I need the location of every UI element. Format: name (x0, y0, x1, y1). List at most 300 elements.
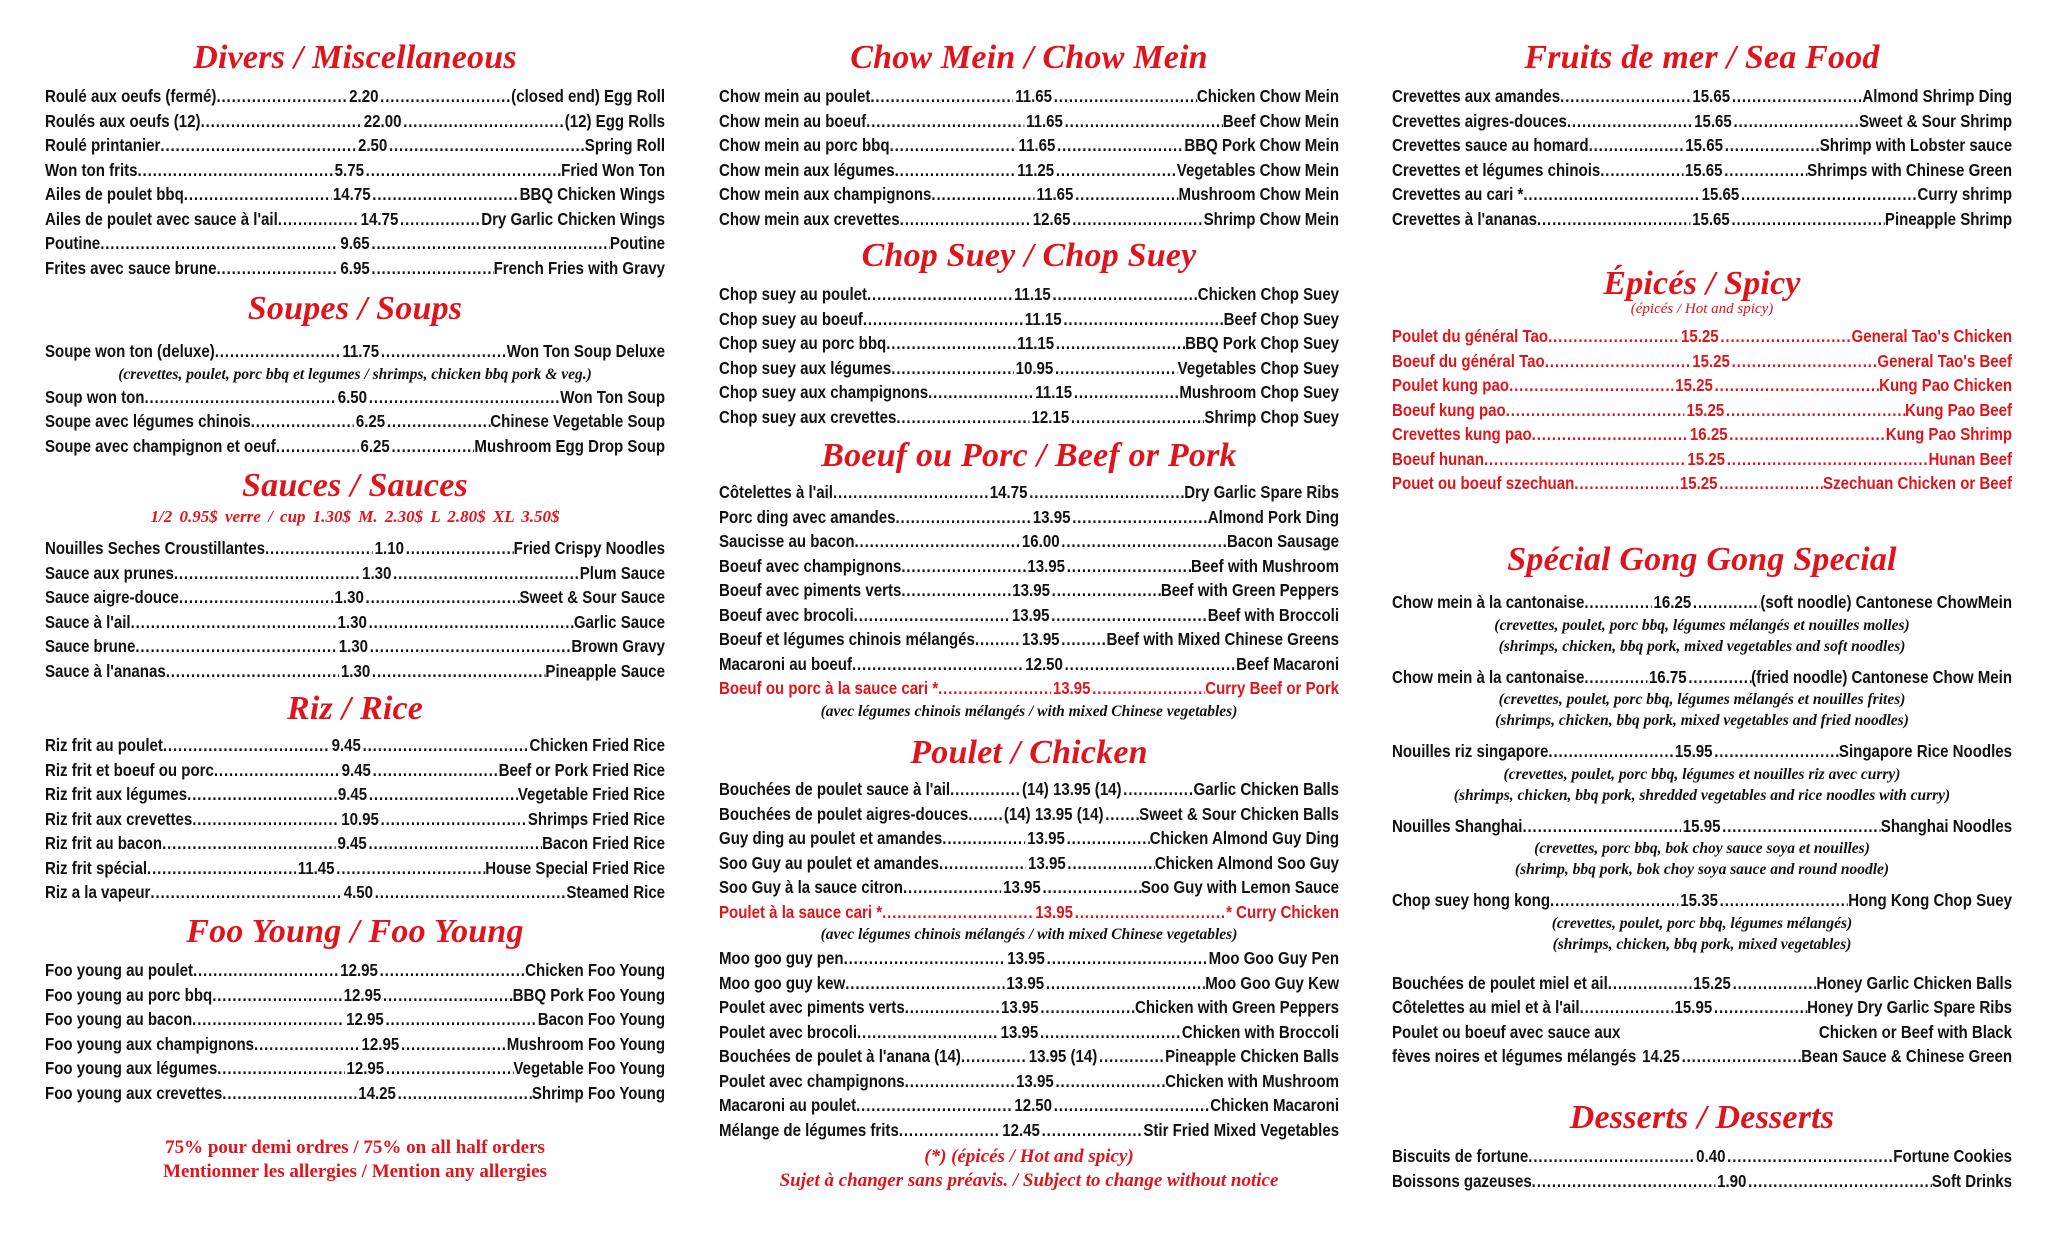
item-name-en: Vegetable Foo Young (513, 1058, 666, 1078)
item-name-en: Fried Crispy Noodles (513, 538, 666, 558)
dot-leader (100, 231, 338, 256)
item-name-en: Garlic Chicken Balls (1193, 779, 1340, 799)
dot-leader (1051, 603, 1207, 628)
menu-item (719, 1093, 1339, 1118)
menu-item (719, 331, 1339, 356)
dot-leader (890, 133, 1017, 158)
dot-leader (845, 971, 1004, 996)
item-name-fr: Moo goo guy pen (719, 948, 844, 968)
item-price: 15.25 (1686, 399, 1725, 420)
item-name-fr: Macaroni au boeuf (719, 653, 852, 674)
menu-item (45, 733, 665, 758)
item-price: 12.65 (1032, 208, 1071, 229)
dot-leader (381, 807, 528, 832)
section-title: Foo Young / Foo Young (186, 913, 524, 950)
item-price: 13.95 (1000, 1021, 1039, 1042)
menu-item (1392, 971, 2012, 996)
dot-leader (131, 610, 336, 635)
menu-item (1392, 995, 2012, 1020)
item-name-en: Mushroom Chop Suey (1179, 382, 1340, 402)
dot-leader (899, 1118, 1001, 1143)
dot-leader (1580, 995, 1673, 1020)
item-price: (14) 13.95 (14) (1022, 779, 1122, 799)
item-price: 16.00 (1021, 531, 1060, 551)
item-name-fr: Riz frit et boeuf ou porc (45, 759, 214, 780)
menu-item (45, 158, 665, 183)
item-price: 1.30 (334, 587, 364, 607)
item-name-en: Vegetables Chow Mein (1176, 159, 1340, 180)
item-price: 12.95 (346, 1058, 385, 1078)
dot-leader (1072, 207, 1203, 232)
item-name-en: Curry shrimp (1917, 184, 2013, 204)
item-name-en: (closed end) Egg Roll (511, 86, 666, 106)
dot-leader (366, 158, 561, 183)
item-name-en: Mushroom Chow Mein (1178, 184, 1340, 204)
menu-item (1392, 207, 2012, 232)
item-name-fr: Côtelettes à l'ail (719, 482, 833, 502)
item-name-en: Chicken Chow Mein (1196, 86, 1340, 106)
dot-leader (251, 409, 354, 434)
item-name-en: Shrimp Chow Mein (1203, 208, 1340, 229)
menu-item (45, 831, 665, 856)
dot-leader (1065, 652, 1237, 677)
item-price: 11.65 (1026, 110, 1063, 131)
item-name-en: Shrimp Chop Suey (1204, 406, 1340, 427)
dot-leader (366, 585, 520, 610)
dot-leader (1056, 331, 1185, 356)
item-name-fr: Bouchées de poulet à l'anana (14) (719, 1046, 961, 1066)
section-rice (45, 689, 665, 905)
item-price: 10.95 (341, 808, 379, 829)
item-name-fr: Moo goo guy kew (719, 972, 846, 993)
dot-leader (1550, 888, 1679, 913)
item-name-en: Chicken with Broccoli (1181, 1021, 1340, 1042)
item-price: 11.15 (1013, 284, 1051, 304)
dot-leader (882, 900, 1033, 925)
dot-leader (216, 256, 338, 281)
menu-item (1392, 888, 2012, 913)
dot-leader (870, 84, 1013, 109)
spicy-legend: (*) (épicés / Hot and spicy) (924, 1146, 1134, 1167)
item-price: 15.25 (1680, 326, 1719, 346)
item-name-en: Beef Macaroni (1236, 653, 1340, 674)
dot-leader (1057, 133, 1184, 158)
menu-item (719, 578, 1339, 603)
menu-item (719, 777, 1339, 802)
item-price: 15.65 (1692, 86, 1731, 106)
menu-item (719, 603, 1339, 628)
item-price: 16.75 (1648, 666, 1687, 687)
dot-leader (184, 182, 331, 207)
item-name-en: Chicken with Green Peppers (1134, 997, 1340, 1017)
item-price: 2.20 (349, 86, 379, 106)
dot-leader (896, 405, 1029, 430)
menu-item (719, 1069, 1339, 1094)
dot-leader (398, 1081, 532, 1106)
dot-leader (867, 282, 1012, 307)
item-price: 14.25 (358, 1082, 396, 1103)
item-name-fr: Poulet avec champignons (719, 1070, 905, 1091)
item-price: 11.65 (1015, 86, 1053, 106)
dot-leader (1537, 207, 1690, 232)
item-price: 13.95 (1016, 1070, 1054, 1091)
menu-item (45, 207, 665, 232)
item-name-en: Shrimp with Lobster sauce (1819, 135, 2013, 155)
special-item-description: (shrimps, chicken, bbq pork, mixed vegetables and soft noodles) (1498, 637, 1906, 655)
footer-left (45, 1136, 665, 1184)
dot-leader (174, 561, 361, 586)
item-name-en: Mushroom Egg Drop Soup (474, 435, 666, 456)
item-name-fr: Pouet ou boeuf szechuan (1392, 473, 1575, 493)
item-name-en: BBQ Pork Chop Suey (1185, 333, 1340, 353)
item-name-en: Shrimps with Chinese Green (1807, 159, 2013, 180)
dot-leader (1075, 900, 1226, 925)
menu-item (45, 536, 665, 561)
item-name-fr: Boeuf avec brocoli (719, 604, 854, 625)
dot-leader (891, 356, 1014, 381)
dot-leader (373, 758, 499, 783)
dot-leader (1720, 888, 1849, 913)
dot-leader (1029, 480, 1184, 505)
item-price: 6.25 (355, 411, 386, 431)
dot-leader (931, 182, 1034, 207)
menu-item (45, 109, 665, 134)
menu-item (719, 405, 1339, 430)
special-item (1392, 739, 2012, 806)
item-price: 10.95 (1015, 357, 1054, 378)
dot-leader (166, 659, 339, 684)
item-name-en: Singapore Rice Noodles (1838, 741, 2013, 761)
item-name-fr: Bouchées de poulet sauce à l'ail (719, 779, 951, 799)
item-price: 16.25 (1689, 424, 1728, 444)
menu-item (45, 339, 665, 364)
section-beefpork (719, 436, 1339, 723)
dot-leader (1040, 995, 1135, 1020)
special-item-description: (shrimps, chicken, bbq pork, mixed vegetables and fried noodles) (1495, 712, 1909, 729)
menu-item (1392, 739, 2012, 764)
item-name-en: Beef with Mixed Chinese Greens (1106, 629, 1340, 649)
item-price: 9.65 (340, 233, 370, 253)
menu-item (1392, 349, 2012, 374)
dot-leader (905, 1069, 1015, 1094)
dot-leader (386, 1056, 514, 1081)
item-name-fr: Chop suey au boeuf (719, 308, 863, 329)
item-price: 15.25 (1693, 972, 1731, 993)
special-item (1392, 665, 2012, 732)
item-price: 15.65 (1684, 159, 1723, 180)
dot-leader (1574, 471, 1678, 496)
item-name-en: House Special Fried Rice (485, 857, 666, 878)
item-name-en: Bacon Sausage (1226, 531, 1340, 551)
dot-leader (1560, 84, 1691, 109)
dot-leader (406, 536, 514, 561)
dot-leader (380, 958, 526, 983)
dot-leader (1600, 158, 1683, 183)
dot-leader (368, 831, 542, 856)
section-chowmein (719, 38, 1339, 231)
item-name-fr: Boeuf du général Tao (1392, 350, 1545, 371)
dot-leader (1040, 1020, 1182, 1045)
menu-item (45, 434, 665, 459)
item-price: 14.75 (360, 208, 399, 229)
item-name-fr: Boeuf et légumes chinois mélangés (719, 629, 975, 649)
menu-item (1392, 373, 2012, 398)
special-item-description: (crevettes, poulet, porc bbq, légumes mélangés) (1551, 914, 1853, 932)
item-price: 1.90 (1717, 1170, 1747, 1191)
dot-leader (903, 875, 1001, 900)
item-name-fr: Guy ding au poulet et amandes (719, 828, 943, 848)
item-name-en: Chicken Almond Guy Ding (1149, 828, 1340, 848)
menu-item (719, 554, 1339, 579)
item-name-en: Soo Guy with Lemon Sauce (1140, 877, 1340, 897)
item-name-fr: Poulet kung pao (1392, 375, 1510, 395)
item-price: 11.75 (342, 341, 380, 361)
item-price: 15.35 (1680, 890, 1718, 910)
item-price: (14) 13.95 (14) (1003, 803, 1104, 824)
item-name-fr: Chop suey au porc bbq (719, 333, 887, 353)
dot-leader (857, 1020, 999, 1045)
item-name-fr: Nouilles riz singapore (1392, 741, 1549, 761)
dot-leader (375, 880, 567, 905)
menu-item (45, 256, 665, 281)
menu-item (719, 182, 1339, 207)
item-price: 13.95 (1052, 678, 1091, 698)
section-desserts (1392, 1098, 2012, 1193)
item-price: 13.95 (1032, 506, 1071, 527)
item-name-fr: Crevettes kung pao (1392, 424, 1532, 444)
item-price: 13.95 (1027, 555, 1066, 576)
sauce-sizes: 1/2 0.95$ verre / cup 1.30$ M. 2.30$ L 2.80$ XL 3.50$ (150, 507, 560, 526)
item-name-en: Garlic Sauce (573, 611, 666, 632)
dot-leader (1484, 447, 1686, 472)
section-title: Poulet / Chicken (910, 734, 1148, 771)
item-name-fr: Chow mein au porc bbq (719, 135, 890, 155)
item-name-fr: Chow mein aux légumes (719, 159, 895, 180)
item-name-fr: Sauce à l'ail (45, 611, 131, 632)
menu-item (719, 480, 1339, 505)
dot-leader (1548, 324, 1679, 349)
menu-item (1392, 324, 2012, 349)
dot-leader (391, 434, 474, 459)
item-name-fr: Frites avec sauce brune (45, 257, 217, 278)
section-title: Épicés / Spicy (1603, 265, 1801, 302)
dot-leader (1584, 665, 1647, 690)
item-price: 9.45 (337, 784, 368, 804)
menu-item (45, 1056, 665, 1081)
item-price: 12.15 (1031, 406, 1070, 427)
menu-item (45, 880, 665, 905)
item-name-fr: Soo Guy à la sauce citron (719, 877, 904, 897)
dot-leader (1719, 471, 1823, 496)
item-name-en: Hong Kong Chop Suey (1848, 890, 2013, 910)
item-name-en: Vegetables Chop Suey (1177, 357, 1340, 378)
dot-leader (1063, 307, 1223, 332)
item-name-fr: Boeuf kung pao (1392, 399, 1506, 420)
item-name-en: Beef Chow Mein (1222, 110, 1340, 131)
dot-leader (216, 84, 347, 109)
item-price: 13.95 (14) (1028, 1046, 1098, 1066)
footer-middle (719, 1145, 1339, 1193)
item-name-en: Hunan Beef (1928, 448, 2013, 469)
item-price: 13.95 (1006, 972, 1045, 993)
menu-item (45, 84, 665, 109)
item-name-fr: Soup won ton (45, 386, 145, 407)
item-name-fr: Riz frit aux crevettes (45, 808, 193, 829)
chicken-note: (avec légumes chinois mélangés / with mixed Chinese vegetables) (820, 926, 1238, 943)
dot-leader (278, 207, 359, 232)
menu-item (1392, 398, 2012, 423)
dot-leader (369, 610, 574, 635)
item-price: 9.45 (341, 759, 371, 780)
item-price: 13.95 (1003, 877, 1041, 897)
dot-leader (363, 733, 530, 758)
dot-leader (163, 733, 330, 758)
item-name-fr: Chop suey hong kong (1392, 890, 1551, 910)
item-name-fr: Biscuits de fortune (1392, 1146, 1529, 1166)
item-name-en: Beef with Green Peppers (1160, 580, 1340, 600)
menu-item (45, 983, 665, 1008)
menu-item (45, 659, 665, 684)
menu-item (1392, 133, 2012, 158)
item-name-en: Kung Pao Shrimp (1885, 424, 2013, 444)
item-name-fr: Chop suey aux crevettes (719, 406, 897, 427)
item-name-fr: Nouilles Seches Croustillantes (45, 538, 265, 558)
dot-leader (1099, 1044, 1165, 1069)
dot-leader (1724, 158, 1807, 183)
dot-leader (1726, 398, 1905, 423)
dot-leader (369, 782, 518, 807)
item-name-fr: Boeuf avec piments verts (719, 580, 902, 600)
item-name-fr: Foo young aux champignons (45, 1033, 255, 1054)
dot-leader (217, 1056, 345, 1081)
item-name-fr: Poulet du général Tao (1392, 326, 1549, 346)
item-price: 15.95 (1682, 815, 1721, 836)
menu-item (45, 856, 665, 881)
special-item-description: (shrimps, chicken, bbq pork, shredded vegetables and rice noodles with curry) (1453, 786, 1951, 804)
item-name-en: Sweet & Sour Shrimp (1859, 110, 2013, 131)
item-name-fr: Crevettes à l'ananas (1392, 208, 1537, 229)
item-name-en: Poutine (609, 233, 666, 253)
menu-item (719, 529, 1339, 554)
dot-leader (1729, 422, 1886, 447)
dot-leader (138, 158, 333, 183)
dot-leader (1532, 422, 1689, 447)
item-price: 11.45 (297, 857, 335, 878)
dot-leader (1589, 133, 1684, 158)
section-title: Chow Mein / Chow Mein (850, 39, 1208, 76)
item-name-fr: Soupe avec champignon et oeuf (45, 435, 276, 456)
item-price: 11.65 (1036, 184, 1074, 204)
item-name-fr: Chop suey aux légumes (719, 357, 892, 378)
dot-leader (1067, 851, 1154, 876)
item-name-en: Chicken Fried Rice (529, 735, 666, 755)
item-name-fr: Sauce aux prunes (45, 562, 174, 583)
menu-item (45, 1032, 665, 1057)
dot-leader (1065, 109, 1223, 134)
item-name-fr: Riz frit au bacon (45, 833, 163, 853)
section-misc (45, 38, 665, 280)
menu-item (1392, 1144, 2012, 1169)
section-spicy (1392, 264, 2012, 496)
dot-leader (1042, 875, 1140, 900)
item-name-en: Stir Fried Mixed Vegetables (1143, 1119, 1340, 1140)
dot-leader (1054, 84, 1197, 109)
item-price: 11.25 (1017, 159, 1055, 180)
section-title: Sauces / Sauces (242, 467, 468, 504)
menu-item (719, 307, 1339, 332)
item-name-fr: Foo young au porc bbq (45, 984, 213, 1005)
item-name-en: Won Ton Soup Deluxe (506, 341, 666, 361)
item-name-en: Dry Garlic Spare Ribs (1184, 482, 1340, 502)
item-price: 9.45 (331, 735, 361, 755)
item-price: 13.95 (1012, 580, 1050, 600)
item-price: 1.30 (362, 562, 392, 583)
item-price: 15.25 (1675, 375, 1713, 395)
menu-item (719, 946, 1339, 971)
dot-leader (1105, 802, 1139, 827)
menu-item (719, 826, 1339, 851)
item-name-en: General Tao's Chicken (1851, 326, 2013, 346)
item-name-fr: Bouchées de poulet aigres-douces (719, 803, 969, 824)
dot-leader (135, 634, 337, 659)
dot-leader (1092, 676, 1205, 701)
dot-leader (1055, 1069, 1165, 1094)
menu-item (1392, 109, 2012, 134)
dot-leader (1053, 282, 1198, 307)
item-name-fr: Sauce aigre-douce (45, 587, 179, 607)
section-title: Chop Suey / Chop Suey (861, 237, 1197, 274)
item-price: 12.45 (1002, 1119, 1040, 1140)
dot-leader (254, 1032, 360, 1057)
dot-leader (844, 946, 1006, 971)
dot-leader (380, 84, 511, 109)
dot-leader (400, 207, 481, 232)
menu-item (719, 158, 1339, 183)
menu-item (1392, 814, 2012, 839)
dot-leader (1052, 578, 1161, 603)
dot-leader (276, 434, 359, 459)
dot-leader (1584, 590, 1651, 615)
menu-item (1392, 422, 2012, 447)
item-name-en: Chicken Almond Soo Guy (1154, 852, 1340, 873)
allergy-note: Mentionner les allergies / Mention any allergies (163, 1161, 547, 1182)
item-name-fr: Roulé printanier (45, 135, 161, 155)
dot-leader (1522, 814, 1681, 839)
item-name-fr: Roulé aux oeufs (fermé) (45, 86, 217, 106)
item-price: 15.95 (1674, 997, 1713, 1017)
dot-leader (371, 256, 493, 281)
dot-leader (1608, 971, 1692, 996)
item-name-en: Chicken with Mushroom (1165, 1070, 1340, 1091)
item-name-fr: Ailes de poulet avec sauce à l'ail (45, 208, 278, 229)
item-price: 2.50 (357, 135, 388, 155)
item-name-en: Pineapple Chicken Balls (1165, 1046, 1340, 1066)
menu-item (45, 758, 665, 783)
section-title: Soupes / Soups (247, 290, 463, 327)
menu-item: Poulet ou boeuf avec sauce aux Chicken or Beef with Black (1392, 1021, 2013, 1042)
item-price: 15.65 (1692, 208, 1730, 229)
item-name-en: Shanghai Noodles (1880, 815, 2013, 836)
dot-leader (1722, 814, 1881, 839)
dot-leader (1748, 1169, 1932, 1194)
menu-item (1392, 182, 2012, 207)
dot-leader (854, 603, 1010, 628)
dot-leader (393, 561, 580, 586)
item-name-fr: Saucisse au bacon (719, 531, 855, 551)
item-name-en: Curry Beef or Pork (1205, 678, 1340, 698)
dot-leader (1714, 995, 1807, 1020)
item-price: 12.95 (346, 1009, 384, 1029)
